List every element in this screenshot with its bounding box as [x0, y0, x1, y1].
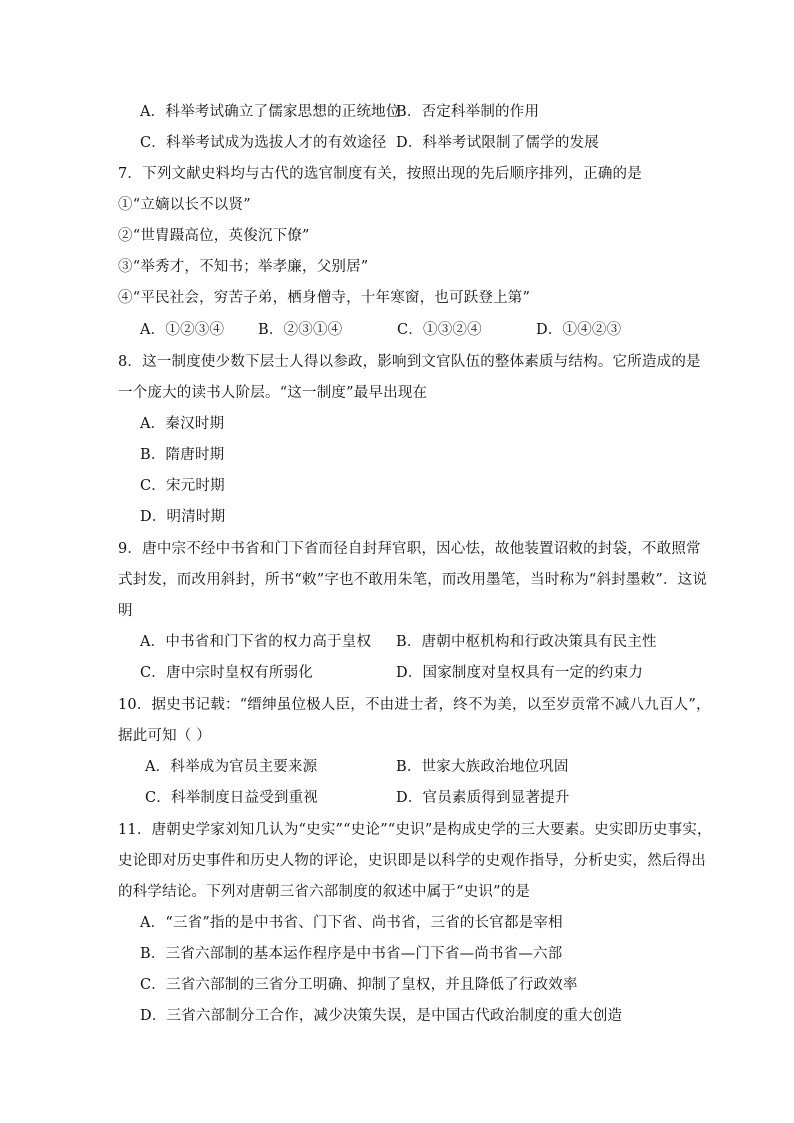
- q10-stem-line-1: 10．据史书记载：“缙绅虽位极人臣，不由进士者，终不为美，以至岁贡常不减八九百人”，: [118, 697, 711, 713]
- q7-item-4: ④“平民社会，穷苦子弟，栖身僧寺，十年寒窗，也可跃登上第”: [118, 290, 531, 306]
- q11-option-a: A．“三省”指的是中书省、门下省、尚书省，三省的长官都是宰相: [140, 915, 563, 931]
- q9-stem-line-1: 9．唐中宗不经中书省和门下省而径自封拜官职，因心怯，故他装置诏敕的封袋，不敢照常: [118, 541, 701, 557]
- q11-option-b: B．三省六部制的基本运作程序是中书省—门下省—尚书省—六部: [140, 946, 563, 962]
- q11-stem-line-2: 史论即对历史事件和历史人物的评论，史识即是以科学的史观作指导，分析史实，然后得出: [118, 853, 706, 869]
- q10-option-d: D．官员素质得到显著提升: [396, 790, 570, 806]
- q9-option-a: A．中书省和门下省的权力高于皇权: [140, 634, 372, 650]
- q8-option-a: A．秦汉时期: [140, 416, 225, 432]
- q6-option-a: A．科举考试确立了儒家思想的正统地位: [140, 104, 401, 120]
- q7-item-1: ①“立嫡以长不以贤”: [118, 197, 251, 213]
- q7-option-d: D．①④②③: [536, 322, 622, 338]
- q7-item-3: ③“举秀才，不知书；举孝廉，父别居”: [118, 259, 369, 275]
- q8-option-b: B．隋唐时期: [140, 447, 225, 463]
- q7-option-a: A．①②③④: [140, 322, 225, 338]
- q7-item-2: ②“世胄蹑高位，英俊沉下僚”: [118, 228, 310, 244]
- q7-stem: 7．下列文献史料均与古代的选官制度有关，按照出现的先后顺序排列，正确的是: [118, 166, 642, 182]
- q10-option-c: C．科举制度日益受到重视: [145, 790, 318, 806]
- q9-stem-line-2: 式封发，而改用斜封，所书“敕”字也不敢用朱笔，而改用墨笔，当时称为“斜封墨敕”．这说: [118, 572, 708, 588]
- q6-option-b: B．否定科举制的作用: [396, 104, 540, 120]
- q10-option-b: B．世家大族政治地位巩固: [396, 759, 569, 775]
- q9-option-b: B．唐朝中枢机构和行政决策具有民主性: [396, 634, 657, 650]
- q6-option-d: D．科举考试限制了儒学的发展: [396, 135, 599, 151]
- q6-option-c: C．科举考试成为选拔人才的有效途径: [140, 135, 387, 151]
- q11-stem-line-1: 11．唐朝史学家刘知几认为“史实”“史论”“史识”是构成史学的三大要素。史实即历史事实，: [118, 822, 712, 838]
- q7-option-c: C．①③②④: [397, 322, 482, 338]
- q10-stem-line-2: 据此可知（ ）: [118, 728, 212, 744]
- q8-option-d: D．明清时期: [140, 509, 226, 525]
- q9-option-d: D．国家制度对皇权具有一定的约束力: [396, 665, 644, 681]
- q11-option-d: D．三省六部制分工合作，减少决策失误，是中国古代政治制度的重大创造: [140, 1008, 623, 1024]
- q9-option-c: C．唐中宗时皇权有所弱化: [140, 665, 313, 681]
- q10-option-a: A．科举成为官员主要来源: [145, 759, 318, 775]
- q9-stem-line-3: 明: [118, 603, 133, 619]
- q8-option-c: C．宋元时期: [140, 478, 225, 494]
- q11-stem-line-3: 的科学结论。下列对唐朝三省六部制度的叙述中属于“史识”的是: [118, 884, 531, 900]
- q8-stem-line-2: 一个庞大的读书人阶层。“这一制度”最早出现在: [118, 385, 428, 401]
- q11-option-c: C．三省六部制的三省分工明确、抑制了皇权，并且降低了行政效率: [140, 977, 578, 993]
- q8-stem-line-1: 8．这一制度使少数下层士人得以参政，影响到文官队伍的整体素质与结构。它所造成的是: [118, 354, 701, 370]
- q7-option-b: B．②③①④: [258, 322, 343, 338]
